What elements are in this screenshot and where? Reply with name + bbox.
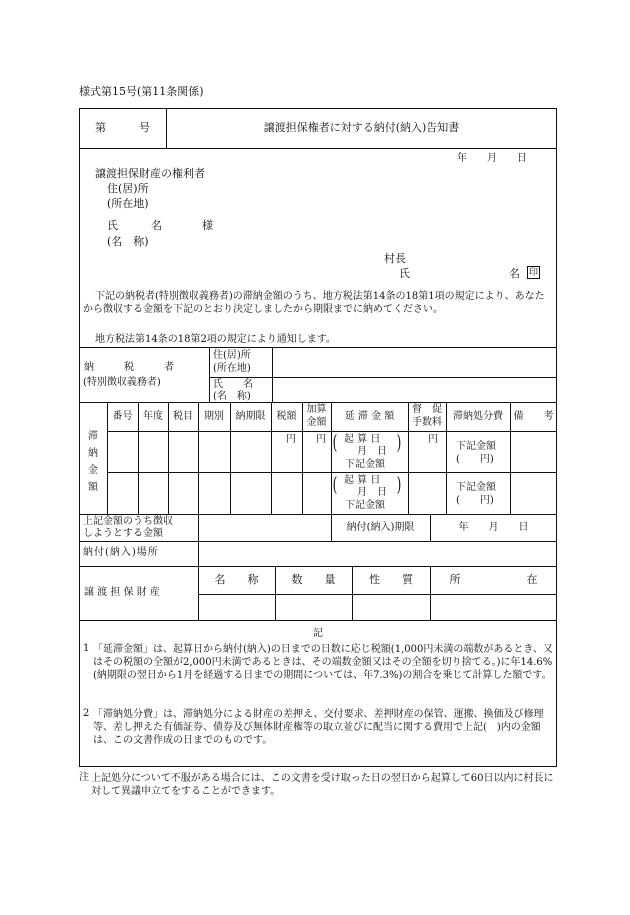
deadline-value: 年 月 日 (458, 522, 529, 533)
col-no: 番号 (112, 411, 133, 422)
notes-title: 記 (313, 628, 323, 639)
late-calc-label: 起 算 日 (344, 434, 381, 445)
col-late: 延 滞 金 額 (344, 411, 395, 422)
property-col-nature: 性 質 (369, 573, 413, 586)
late-calc-date: 月 日 (357, 487, 387, 498)
add-yen: 円 (316, 434, 326, 445)
tax-yen: 円 (286, 434, 296, 445)
taxpayer-address: 住(居)所 (213, 350, 251, 361)
dun-yen: 円 (428, 434, 438, 445)
col-item: 税目 (173, 411, 193, 422)
body-text-2: 地方税法第14条の18第2項の規定により通知します。 (95, 334, 337, 345)
footnote-label: 注 (79, 772, 89, 783)
cost-yen: ( 円) (456, 454, 494, 465)
issue-date: 年 月 日 (457, 153, 527, 164)
paren-close-icon: ) (396, 430, 402, 454)
sama-label: 様 (202, 219, 213, 232)
taxpayer-name-sub: (名 称) (213, 391, 251, 402)
col-add-2: 金額 (306, 417, 327, 428)
collect-label-sub: しようとする金額 (83, 528, 163, 539)
note-2-number: 2 (83, 708, 90, 719)
cost-below: 下記金額 (456, 482, 496, 493)
paren-open-icon: ( (332, 472, 338, 496)
col-year: 年度 (143, 411, 163, 422)
place-label: 納付(納入)場所 (83, 547, 159, 558)
taxpayer-name: 氏 名 (213, 379, 253, 390)
seal-icon: 印 (528, 268, 538, 278)
col-remarks: 備 考 (513, 411, 554, 422)
holder-name-sub: (名 称) (107, 235, 149, 248)
col-cost: 滞納処分費 (453, 411, 503, 422)
footnote-text: 上記処分について不服がある場合には、この文書を受け取った日の翌日から起算して60日以内に村長に対して異議申立てをすることができます。 (91, 773, 554, 797)
page-title: 譲渡担保権者に対する納付(納入)告知書 (263, 121, 460, 134)
col-dun-1: 督 促 (412, 404, 442, 415)
deadline-label: 納付(納入)期限 (346, 522, 415, 533)
taxpayer-label: 納 税 者 (84, 362, 174, 373)
col-period: 期別 (204, 411, 224, 422)
property-col-qty: 数 量 (291, 573, 336, 586)
property-label: 譲 渡 担 保 財 産 (84, 587, 160, 598)
note-1-number: 1 (83, 643, 90, 654)
cost-below: 下記金額 (456, 441, 496, 452)
holder-name: 氏 名 (107, 219, 162, 232)
number-label: 第 号 (95, 121, 150, 134)
form-number: 様式第15号(第11条関係) (79, 85, 204, 98)
note-2: 「滞納処分費」は、滞納処分による財産の差押え、交付要求、差押財産の保管、運搬、換価及び修理等、差し押えた有価証券、債券及び無体財産権等の取立並びに配当に関する費用で上記( )内の金額は、この文書作成の日までのものです。 (93, 709, 544, 746)
delinquency-side-2: 納 (88, 448, 98, 459)
col-dun-2: 手数料 (412, 417, 442, 428)
holder-label: 譲渡担保財産の権利者 (95, 167, 205, 180)
delinquency-side-4: 額 (88, 482, 98, 493)
issuer-title: 村長 (384, 252, 406, 265)
collect-label: 上記金額のうち徴収 (83, 516, 173, 527)
col-add-1: 加算 (306, 404, 327, 415)
note-1: 「延滞金額」は、起算日から納付(納入)の日までの日数に応じ税額(1,000円未満の端数があるとき、又はその税額の全額が2,000円未満であるときは、その端数金額又はその全額を切り捨てる。)に年14.6%(納期限の翌日から1月を経過する日までの期間については、年7.3%)の割合を乗じて計算した額です。 (93, 644, 553, 681)
late-calc-date: 月 日 (357, 446, 387, 457)
col-tax: 税額 (276, 411, 297, 422)
cost-yen: ( 円) (456, 495, 494, 506)
col-deadline: 納期限 (235, 411, 266, 422)
property-col-location: 所 在 (449, 573, 538, 586)
late-below: 下記金額 (345, 500, 385, 511)
issuer-name: 氏 名 (399, 267, 520, 280)
holder-address: 住(居)所 (107, 182, 149, 195)
body-text: 下記の納税者(特別徴収義務者)の滞納金額のうち、地方税法第14条の18第1項の規定により、あなたから徴収する金額を下記のとおり決定しましたから期限までに納めてください。 (83, 291, 545, 315)
paren-close-icon: ) (396, 472, 402, 496)
property-col-name: 名 称 (214, 573, 259, 586)
paren-open-icon: ( (332, 430, 338, 454)
delinquency-side-1: 滞 (88, 431, 98, 442)
taxpayer-label-sub: (特別徴収義務者) (83, 377, 161, 388)
holder-address-sub: (所在地) (107, 197, 149, 210)
late-calc-label: 起 算 日 (344, 475, 381, 486)
delinquency-side-3: 金 (88, 465, 98, 476)
late-below: 下記金額 (345, 459, 385, 470)
taxpayer-address-sub: (所在地) (213, 363, 251, 374)
